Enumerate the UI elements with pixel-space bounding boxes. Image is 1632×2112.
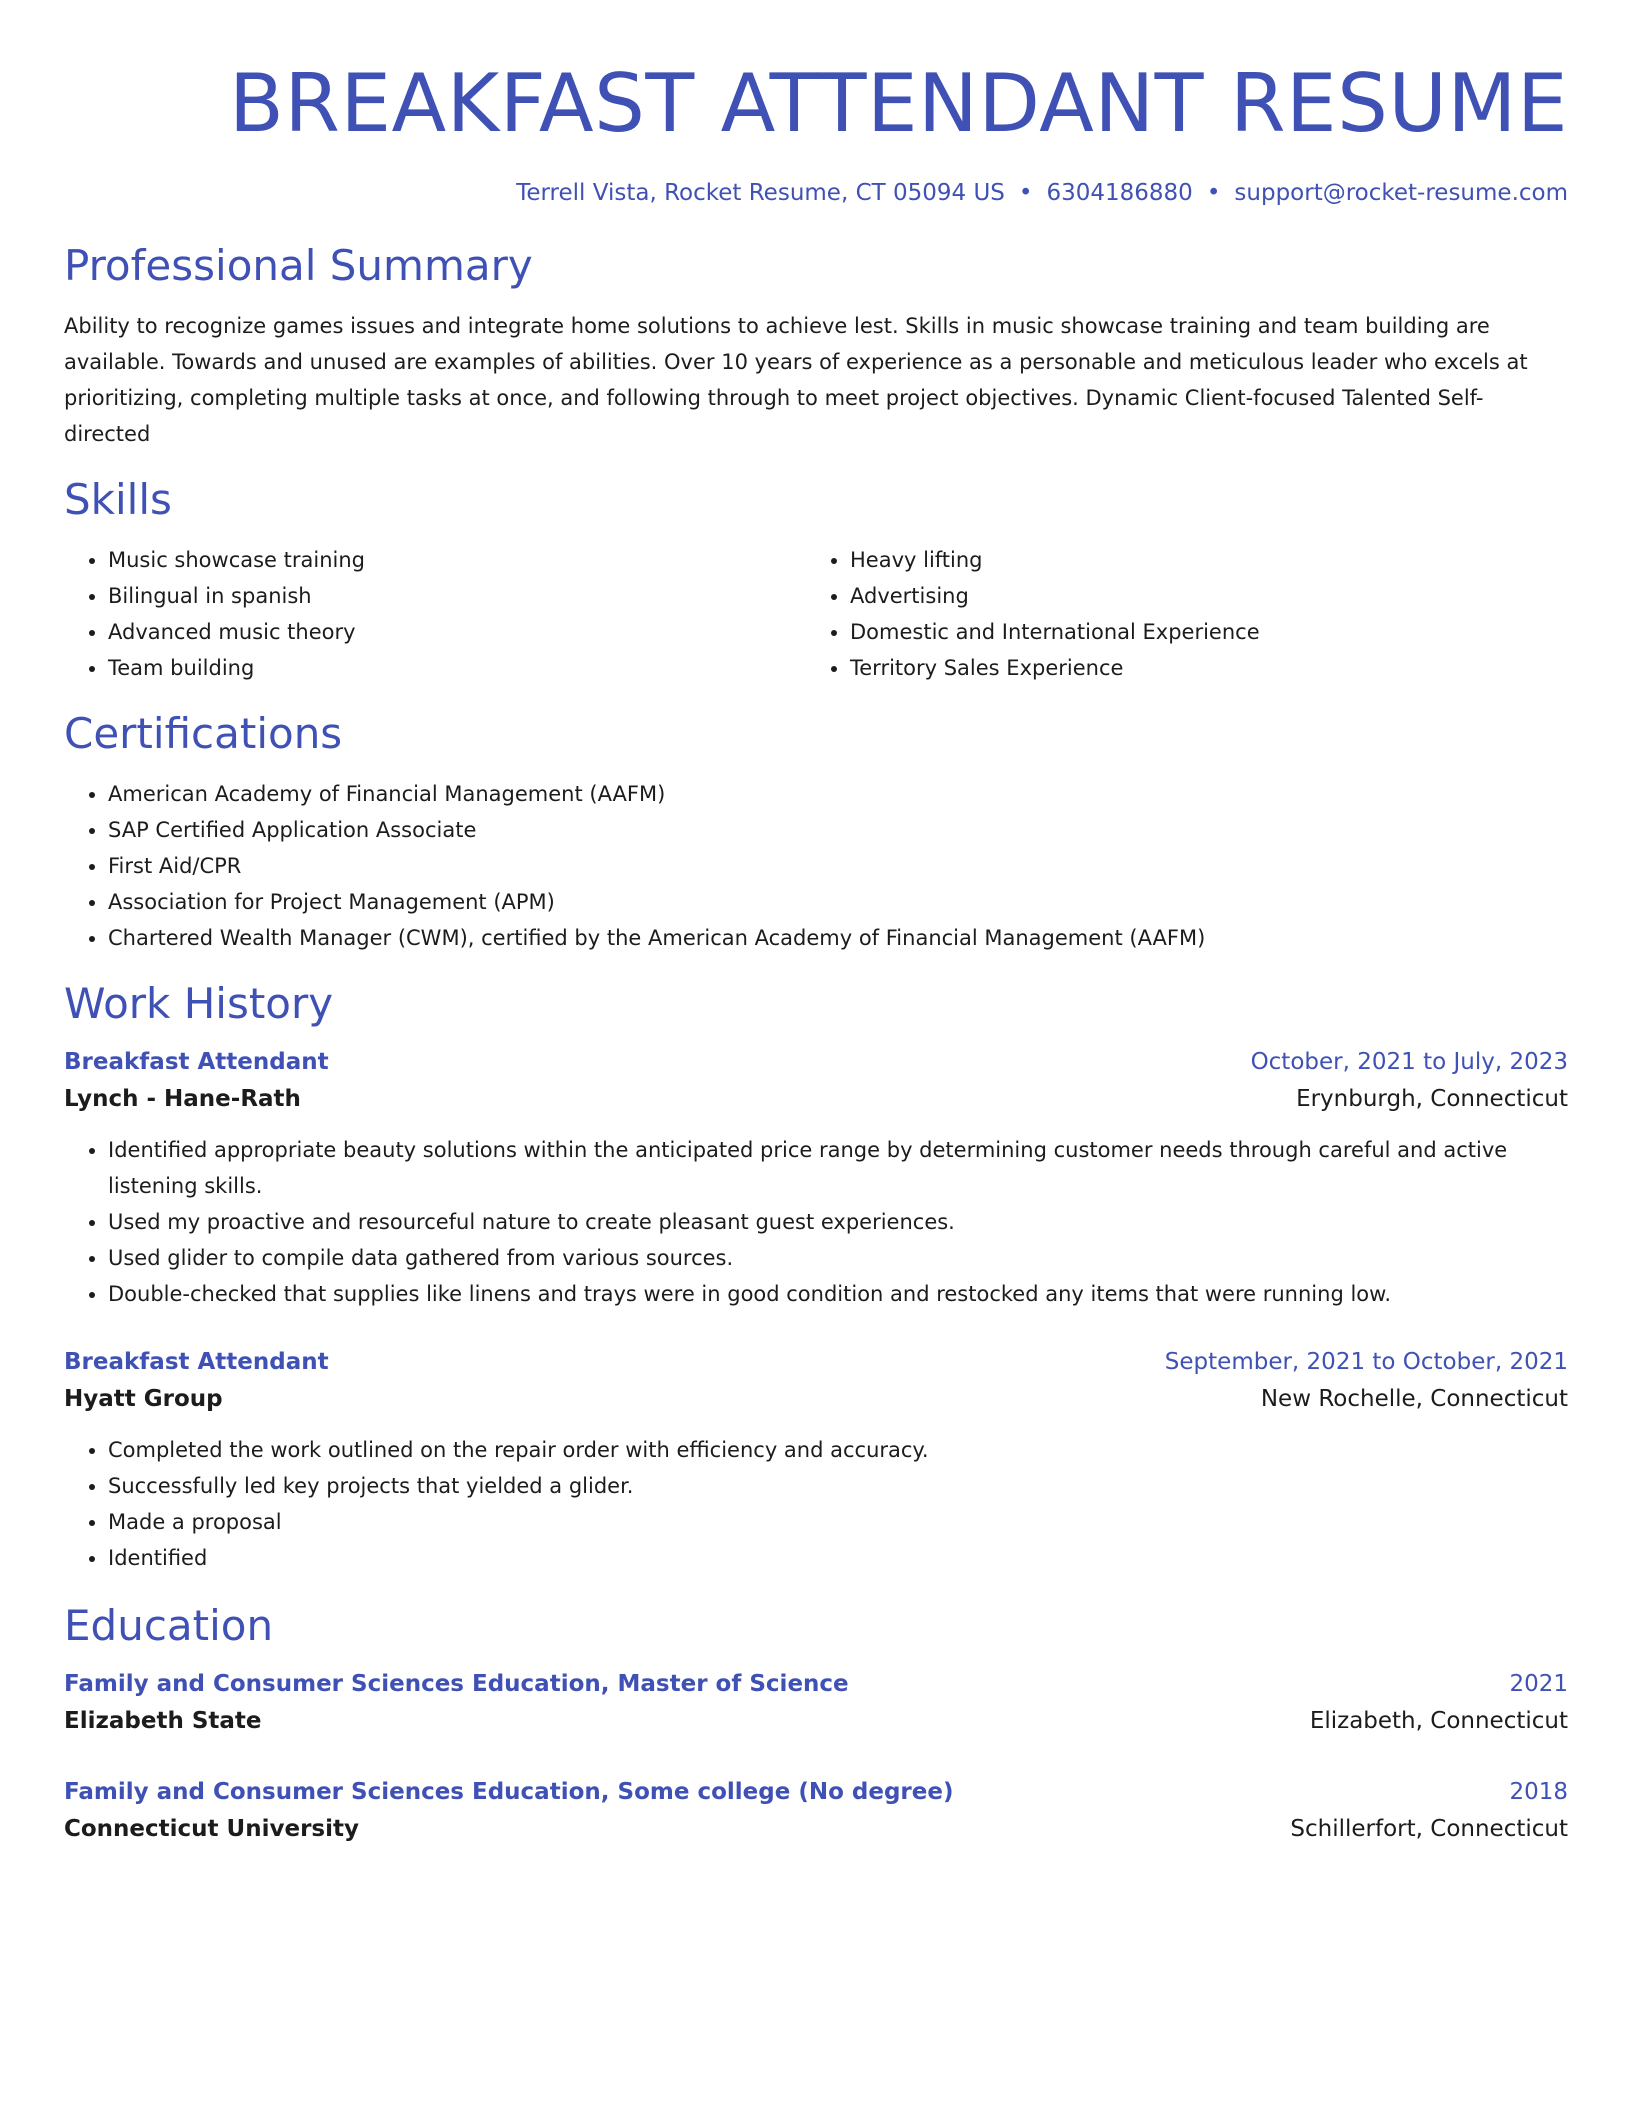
education-degree: Family and Consumer Sciences Education, Some college (No degree)	[64, 1779, 954, 1805]
skill-item: • Music showcase training	[108, 542, 806, 578]
job-duty-item: • Identified	[108, 1540, 1568, 1576]
contact-separator: •	[1206, 180, 1221, 206]
work-history-heading: Work History	[64, 979, 334, 1028]
skills-column-left	[64, 542, 806, 686]
skills-list	[64, 542, 1568, 686]
education-year: 2021	[1509, 1671, 1568, 1697]
contact-address: Terrell Vista, Rocket Resume, CT 05094 US	[516, 180, 1005, 206]
job-duty-item: • Made a proposal	[108, 1504, 1568, 1540]
education-degree: Family and Consumer Sciences Education, Master of Science	[64, 1671, 849, 1697]
certification-item: • Chartered Wealth Manager (CWM), certified by the American Academy of Financial Management (AAFM)	[108, 920, 1568, 956]
education-heading: Education	[64, 1601, 274, 1650]
skills-column-right	[806, 542, 1548, 686]
skill-item: • Team building	[108, 650, 806, 686]
education-entry	[64, 1774, 1568, 1848]
certification-item: • SAP Certified Application Associate	[108, 812, 1568, 848]
job-duties	[64, 1432, 1568, 1576]
summary-heading: Professional Summary	[64, 241, 533, 290]
job-duty-item: • Successfully led key projects that yielded a glider.	[108, 1468, 1568, 1504]
skill-item: • Advertising	[850, 578, 1548, 614]
skill-item: • Bilingual in spanish	[108, 578, 806, 614]
summary-text: Ability to recognize games issues and integrate home solutions to achieve lest. Skills in music showcase training and team building are available. Towards and unused are examples of abilities. Over 10 years of experience as a personable and meticulous leader who excels at prioritizing, completing multiple tasks at once, and following through to meet project objectives. Dynamic Client-focused Talented Self-directed	[64, 314, 1528, 446]
certifications-heading: Certifications	[64, 709, 343, 758]
education-location: Elizabeth, Connecticut	[1309, 1708, 1568, 1734]
education-entry	[64, 1666, 1568, 1740]
job-duty-item: • Identified appropriate beauty solutions within the anticipated price range by determining customer needs through careful and active listening skills.	[108, 1132, 1568, 1204]
job-location: Erynburgh, Connecticut	[1296, 1086, 1568, 1112]
resume-page	[64, 52, 1568, 1848]
certification-item: • First Aid/CPR	[108, 848, 1568, 884]
job-title: Breakfast Attendant	[64, 1349, 329, 1375]
job-dates: October, 2021 to July, 2023	[1250, 1049, 1568, 1075]
job-duties	[64, 1132, 1568, 1312]
skill-item: • Advanced music theory	[108, 614, 806, 650]
job-company: Hyatt Group	[64, 1386, 223, 1412]
job-entry	[64, 1044, 1568, 1312]
contact-line	[64, 176, 1568, 210]
job-duty-item: • Completed the work outlined on the repair order with efficiency and accuracy.	[108, 1432, 1568, 1468]
contact-email[interactable]: support@rocket-resume.com	[1234, 180, 1568, 206]
certification-item: • Association for Project Management (APM)	[108, 884, 1568, 920]
job-duty-item: • Used my proactive and resourceful nature to create pleasant guest experiences.	[108, 1204, 1568, 1240]
skills-heading: Skills	[64, 475, 172, 524]
education-school: Connecticut University	[64, 1816, 359, 1842]
job-company: Lynch - Hane-Rath	[64, 1086, 301, 1112]
job-entry	[64, 1344, 1568, 1576]
skill-item: • Territory Sales Experience	[850, 650, 1548, 686]
certifications-list	[64, 776, 1568, 956]
education-year: 2018	[1509, 1779, 1568, 1805]
job-title: Breakfast Attendant	[64, 1049, 329, 1075]
job-dates: September, 2021 to October, 2021	[1164, 1349, 1568, 1375]
education-school: Elizabeth State	[64, 1708, 262, 1734]
contact-separator: •	[1018, 180, 1033, 206]
certification-item: • American Academy of Financial Management (AAFM)	[108, 776, 1568, 812]
job-duty-item: • Used glider to compile data gathered from various sources.	[108, 1240, 1568, 1276]
job-duty-item: • Double-checked that supplies like linens and trays were in good condition and restocked any items that were running low.	[108, 1276, 1568, 1312]
education-location: Schillerfort, Connecticut	[1290, 1816, 1568, 1842]
resume-title: BREAKFAST ATTENDANT RESUME	[228, 57, 1568, 150]
skill-item: • Domestic and International Experience	[850, 614, 1548, 650]
contact-phone: 6304186880	[1046, 180, 1193, 206]
job-location: New Rochelle, Connecticut	[1260, 1386, 1568, 1412]
skill-item: • Heavy lifting	[850, 542, 1548, 578]
